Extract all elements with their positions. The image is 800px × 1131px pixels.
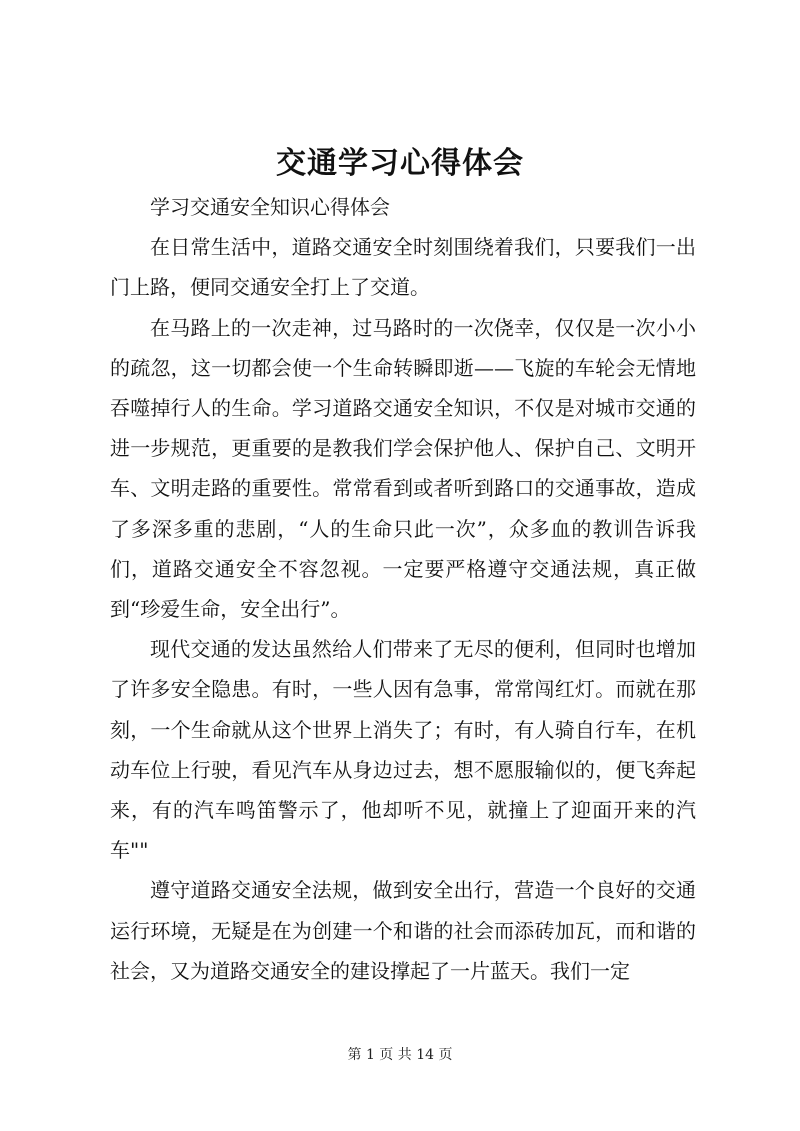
body-paragraph: 现代交通的发达虽然给人们带来了无尽的便利，但同时也增加了许多安全隐患。有时，一些人因有急事，常常闯红灯。而就在那刻，一个生命就从这个世界上消失了；有时，有人骑自行车，在机动车位上行驶，看见汽车从身边过去，想不愿服输似的，便飞奔起来，有的汽车鸣笛警示了，他却听不见，就撞上了迎面开来的汽车""	[110, 637, 696, 863]
page-number-footer: 第 1 页 共 14 页	[347, 1047, 453, 1063]
body-paragraph: 遵守道路交通安全法规，做到安全出行，营造一个良好的交通运行环境，无疑是在为创建一个和谐的社会而添砖加瓦，而和谐的社会，又为道路交通安全的建设撑起了一片蓝天。我们一定	[110, 878, 696, 983]
body-paragraph: 在马路上的一次走神，过马路时的一次侥幸，仅仅是一次小小的疏忽，这一切都会使一个生命转瞬即逝——飞旋的车轮会无情地吞噬掉行人的生命。学习道路交通安全知识，不仅是对城市交通的进一步规范，更重要的是教我们学会保护他人、保护自己、文明开车、文明走路的重要性。常常看到或者听到路口的交通事故，造成了多深多重的悲剧，“人的生命只此一次”，众多血的教训告诉我们，道路交通安全不容忽视。一定要严格遵守交通法规，真正做到“珍爱生命，安全出行”。	[110, 315, 696, 622]
document-body	[110, 187, 696, 991]
subtitle-paragraph: 学习交通安全知识心得体会	[150, 195, 390, 219]
body-paragraph: 在日常生活中，道路交通安全时刻围绕着我们，只要我们一出门上路，便同交通安全打上了交道。	[110, 235, 696, 300]
document-title: 交通学习心得体会	[276, 146, 524, 181]
